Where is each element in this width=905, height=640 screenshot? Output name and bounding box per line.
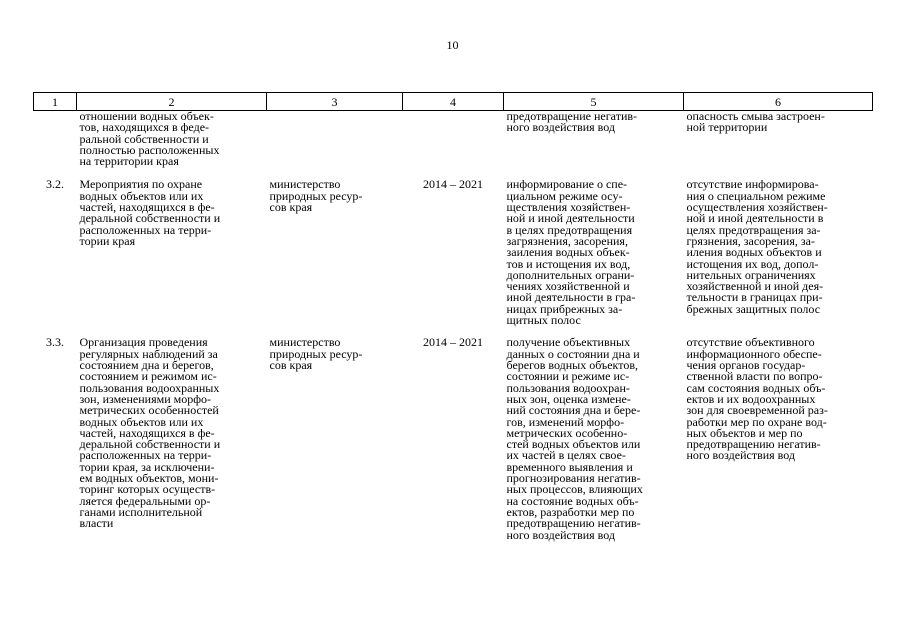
column-header-5: 5 — [504, 93, 684, 111]
row-number: 3.2. — [46, 177, 64, 192]
column-header-3: 3 — [267, 93, 403, 111]
column-header-6: 6 — [684, 93, 873, 111]
activity-cell: Мероприятия по охране водных объектов или их частей, находящихся в фе- деральной собственности и расположенных на терри- тории края — [79, 177, 221, 248]
executor-cell: министерство природных ресур- сов края — [269, 335, 363, 373]
result-cell: получение объективных данных о состоянии дна и берегов водных объектов, состоянии и режиме ис- пользования водоохран- ных зон, оценка измене- ний состояния дна и бере- гов, изменений морфо- метрических особенно- стей водных объектов или их частей в целях свое- временного выявления и прогнозирования негатив- ных процессов, влияющих на состояние водных объ- ектов, разработки мер по предотвращению негатив- ного воздействия вод — [506, 335, 643, 542]
table-row — [34, 111, 873, 168]
activity-cell: отношении водных объек- тов, находящихся в феде- ральной собственности и полностью расположенных на территории края — [79, 109, 220, 169]
column-header-2: 2 — [77, 93, 267, 111]
column-number-row — [34, 93, 873, 111]
years-cell — [403, 111, 504, 168]
years-cell: 2014 – 2021 — [423, 335, 483, 350]
table-row — [34, 337, 873, 540]
executor-cell: министерство природных ресур- сов края — [269, 177, 363, 215]
result-cell: предотвращение негатив- ного воздействия вод — [506, 109, 638, 135]
column-header-1: 1 — [34, 93, 77, 111]
row-number: 3.3. — [46, 335, 64, 350]
row-number — [34, 111, 77, 168]
activity-cell: Организация проведения регулярных наблюдений за состоянием дна и берегов, состоянием и режимом ис- пользования водоохранных зон, изменениями морфо- метрических особенностей водных объектов или их частей, находящихся в фе- деральной собственности и расположенных на терри- тории края, за исключени- ем водных объектов, мони- торинг которых осуществ- ляется федеральными ор- ганами исполнительной власти — [79, 335, 221, 531]
risk-cell: опасность смыва застроен- ной территории — [686, 109, 825, 135]
column-header-4: 4 — [403, 93, 504, 111]
page-number: 10 — [446, 38, 459, 52]
table-row — [34, 167, 873, 337]
result-cell: информирование о спе- циальном режиме осу- ществления хозяйствен- ной и иной деятельности в целях предотвращения загрязнения, засорения, заиления водных объек- тов и истощения их вод, дополнительных ограни- чениях хозяйственной и иной деятельности в гра- ницах прибрежных за- щитных полос — [506, 177, 636, 328]
years-cell: 2014 – 2021 — [423, 177, 483, 192]
executor-cell — [267, 111, 403, 168]
program-table — [33, 92, 873, 541]
risk-cell: отсутствие информирова- ния о специальном режиме осуществления хозяйствен- ной и иной деятельности в целях предотвращения за- грязнения, засорения, за- иления водных объектов и истощения их вод, допол- нительных ограничениях хозяйственной и иной дея- тельности в границах при- брежных защитных полос — [686, 177, 828, 316]
risk-cell: отсутствие объективного информационного обеспе- чения органов государ- ственной власти по вопро- сам состояния водных объ- ектов и их водоохранных зон для своевременной раз- работки мер по охране вод- ных объектов и мер по предотвращению негатив- ного воздействия вод — [686, 335, 828, 463]
